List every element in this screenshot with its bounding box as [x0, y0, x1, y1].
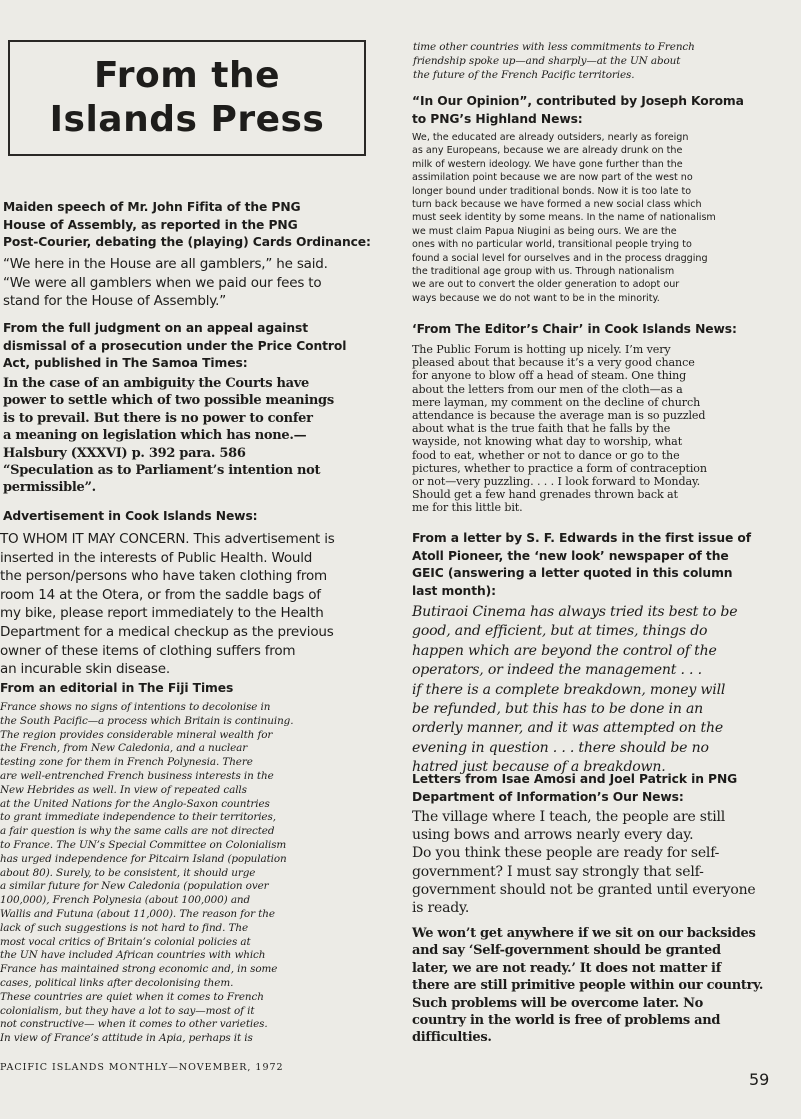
body-line: pleased about that because it’s a very good chance — [412, 356, 695, 370]
body-line: be refunded, but this has to be done in an — [412, 701, 704, 718]
fiji-times-heading — [0, 680, 378, 698]
body-line: In view of France’s attitude in Apia, perhaps it is — [0, 1032, 253, 1045]
fiji-editorial-continued — [413, 41, 793, 82]
section-title-line-1: From the — [93, 55, 281, 96]
editors-chair-body — [412, 343, 792, 515]
body-line: TO WHOM IT MAY CONCERN. This advertisement is — [0, 531, 335, 547]
judgment-body — [3, 375, 378, 497]
body-line: milk of western ideology. We have gone further than the — [412, 158, 683, 170]
body-line: to grant immediate independence to their territories, — [0, 811, 276, 824]
body-line: about the letters from our men of the cloth—as a — [412, 382, 683, 396]
body-line: attendance is because the average man is so puzzled — [412, 409, 706, 423]
body-line: about what is the true faith that he falls by the — [412, 422, 671, 436]
section-title-box — [8, 40, 366, 156]
body-line: We, the educated are already outsiders, nearly as foreign — [412, 132, 689, 143]
body-line: “We were all gamblers when we paid our fees to — [3, 274, 322, 291]
body-line: cases, political links after decolonising them. — [0, 976, 234, 989]
body-line: Halsbury (XXXVI) p. 392 para. 586 — [3, 445, 246, 461]
body-line: pictures, whether to practice a form of contraception — [412, 461, 707, 475]
body-line: a fair question is why the same calls are not directed — [0, 825, 275, 838]
body-line: friendship spoke up—and sharply—at the UN about — [413, 54, 681, 67]
body-line: not constructive— when it comes to other varieties. — [0, 1018, 268, 1031]
body-line: the French, from New Caledonia, and a nuclear — [0, 742, 248, 755]
body-line: “We here in the House are all gamblers,” he said. — [3, 256, 328, 272]
body-line: to France. The UN’s Special Committee on Colonialism — [0, 838, 287, 851]
body-line: Department for a medical checkup as the previous — [0, 623, 334, 640]
body-line: as any Europeans, because we are already drunk on the — [412, 145, 683, 157]
edwards-letter-body — [412, 603, 792, 778]
body-line: Such problems will be overcome later. No — [412, 995, 704, 1011]
heading-line: Post-Courier, debating the (playing) Cards Ordinance: — [3, 235, 371, 249]
body-line: France has maintained strong economic and, in some — [0, 963, 278, 976]
body-line: country in the world is free of problems and — [412, 1013, 721, 1029]
heading-line: Atoll Pioneer, the ‘new look’ newspaper of the — [412, 548, 729, 563]
body-line: 100,000), French Polynesia (about 100,000) and — [0, 894, 251, 907]
section-title-line-2: Islands Press — [49, 99, 325, 140]
heading-line: From an editorial in The Fiji Times — [0, 681, 234, 695]
heading-line: Department of Information’s Our News: — [412, 789, 684, 804]
heading-line: Letters from Isae Amosi and Joel Patrick in PNG — [412, 772, 738, 786]
heading-line: to PNG’s Highland News: — [412, 111, 583, 126]
body-line: government should not be granted until everyone — [412, 881, 756, 898]
body-line: we are out to convert the older generation to adopt our — [412, 279, 680, 291]
body-line: turn back because we have formed a new social class which — [412, 199, 702, 211]
body-line: In the case of an ambiguity the Courts have — [3, 376, 309, 391]
fiji-times-editorial — [0, 701, 378, 1046]
body-line: the person/persons who have taken clothing from — [0, 568, 327, 585]
body-line: “Speculation as to Parliament’s intention not — [3, 463, 321, 479]
heading-line: From a letter by S. F. Edwards in the first issue of — [412, 531, 752, 545]
joel-patrick-letter-body — [412, 925, 792, 1047]
body-line: the traditional age group with us. Through nationalism — [412, 266, 675, 278]
maiden-speech-heading — [3, 199, 378, 252]
body-line: Do you think these people are ready for self- — [412, 845, 720, 862]
heading-line: Maiden speech of Mr. John Fifita of the PNG — [3, 200, 301, 214]
body-line: mere layman, my comment on the decline of church — [412, 395, 701, 409]
body-line: inserted in the interests of Public Health. Would — [0, 549, 313, 566]
body-line: Wallis and Futuna (about 11,000). The reason for the — [0, 907, 275, 920]
body-line: is to prevail. But there is no power to confer — [3, 410, 313, 426]
body-line: is ready. — [412, 900, 470, 917]
advertisement-body — [0, 530, 378, 679]
in-our-opinion-body — [412, 131, 792, 305]
body-line: or not—very puzzling. . . . I look forward to Monday. — [412, 475, 701, 489]
body-line: Should get a few hand grenades thrown back at — [412, 488, 678, 502]
body-line: found a social level for ourselves and in the process dragging — [412, 252, 708, 264]
body-line: Butiraoi Cinema has always tried its best to be — [412, 604, 738, 620]
body-line: me for this little bit. — [412, 501, 523, 515]
body-line: time other countries with less commitments to French — [413, 41, 695, 53]
body-line: happen which are beyond the control of the — [412, 642, 717, 659]
body-line: at the United Nations for the Anglo-Saxon countries — [0, 797, 270, 810]
body-line: using bows and arrows nearly every day. — [412, 827, 694, 844]
body-line: longer bound under traditional bonds. Now it is too late to — [412, 185, 692, 197]
body-line: for anyone to blow off a head of steam. One thing — [412, 369, 687, 383]
body-line: a similar future for New Caledonia (population over — [0, 880, 269, 893]
body-line: a meaning on legislation which has none.— — [3, 428, 307, 444]
heading-line: Advertisement in Cook Islands News: — [3, 509, 258, 523]
body-line: about 80). Surely, to be consistent, it should urge — [0, 866, 256, 879]
edwards-letter-heading — [412, 530, 792, 600]
page-footer: PACIFIC ISLANDS MONTHLY—NOVEMBER, 1972 — [0, 1062, 284, 1073]
body-line: evening in question . . . there should be no — [412, 739, 709, 756]
heading-line: ‘From The Editor’s Chair’ in Cook Islands News: — [412, 322, 737, 336]
editors-chair-heading — [412, 321, 792, 339]
body-line: and say ‘Self-government should be granted — [412, 943, 721, 959]
body-line: lack of such suggestions is not hard to find. The — [0, 921, 248, 934]
heading-line: last month): — [412, 583, 496, 598]
body-line: stand for the House of Assembly.” — [3, 293, 227, 310]
heading-line: “In Our Opinion”, contributed by Joseph Koroma — [412, 94, 744, 108]
body-line: food to eat, whether or not to dance or go to the — [412, 448, 680, 462]
body-line: The region provides considerable mineral wealth for — [0, 728, 273, 741]
body-line: there are still primitive people within our country. — [412, 978, 764, 994]
body-line: New Hebrides as well. In view of repeated calls — [0, 783, 247, 796]
body-line: good, and efficient, but at times, things do — [412, 623, 708, 640]
body-line: operators, or indeed the management . . . — [412, 662, 702, 679]
body-line: We won’t get anywhere if we sit on our backsides — [412, 926, 756, 941]
body-line: power to settle which of two possible meanings — [3, 393, 334, 409]
body-line: the South Pacific—a process which Britain is continuing. — [0, 714, 294, 727]
body-line: the future of the French Pacific territories. — [413, 68, 635, 81]
heading-line: Act, published in The Samoa Times: — [3, 356, 248, 370]
heading-line: GEIC (answering a letter quoted in this column — [412, 566, 733, 580]
in-our-opinion-heading — [412, 93, 792, 128]
isae-amosi-letter-body — [412, 808, 792, 917]
body-line: later, we are not ready.’ It does not matter if — [412, 960, 721, 976]
body-line: assimilation point because we are now part of the west no — [412, 172, 693, 184]
body-line: permissible”. — [3, 480, 96, 496]
body-line: owner of these items of clothing suffers from — [0, 642, 296, 659]
body-line: my bike, please report immediately to the Health — [0, 605, 324, 622]
body-line: The village where I teach, the people are still — [412, 809, 726, 825]
body-line: ones with no particular world, transitional people trying to — [412, 239, 692, 251]
body-line: hatred just because of a breakdown. — [412, 759, 666, 776]
body-line: testing zone for them in French Polynesia. There — [0, 756, 253, 769]
body-line: most vocal critics of Britain’s colonial policies at — [0, 935, 251, 948]
body-line: colonialism, but they have a lot to say—most of it — [0, 1004, 255, 1017]
body-line: orderly manner, and it was attempted on the — [412, 720, 723, 737]
body-line: we must claim Papua Niugini as being ours. We are the — [412, 225, 677, 237]
heading-line: House of Assembly, as reported in the PNG — [3, 217, 298, 232]
heading-line: dismissal of a prosecution under the Price Control — [3, 338, 347, 353]
body-line: an incurable skin disease. — [0, 661, 170, 678]
body-line: room 14 at the Otera, or from the saddle bags of — [0, 586, 321, 603]
body-line: difficulties. — [412, 1030, 492, 1046]
advertisement-heading — [3, 508, 378, 526]
body-line: wayside, not knowing what day to worship, what — [412, 435, 683, 449]
body-line: France shows no signs of intentions to decolonise in — [0, 701, 271, 713]
body-line: must seek identity by some means. In the name of nationalism — [412, 212, 716, 224]
body-line: government? I must say strongly that self- — [412, 863, 704, 880]
judgment-heading — [3, 320, 378, 373]
heading-line: From the full judgment on an appeal against — [3, 321, 309, 335]
body-line: are well-entrenched French business interests in the — [0, 769, 274, 782]
body-line: if there is a complete breakdown, money will — [412, 681, 726, 698]
body-line: ways because we do not want to be in the minority. — [412, 292, 660, 304]
isae-joel-letters-heading — [412, 771, 792, 806]
body-line: has urged independence for Pitcairn Island (population — [0, 852, 287, 865]
body-line: The Public Forum is hotting up nicely. I’m very — [412, 343, 671, 356]
body-line: the UN have included African countries with which — [0, 949, 266, 962]
body-line: These countries are quiet when it comes to French — [0, 990, 264, 1003]
page-number: 59 — [749, 1070, 770, 1089]
maiden-speech-quote — [3, 255, 378, 311]
